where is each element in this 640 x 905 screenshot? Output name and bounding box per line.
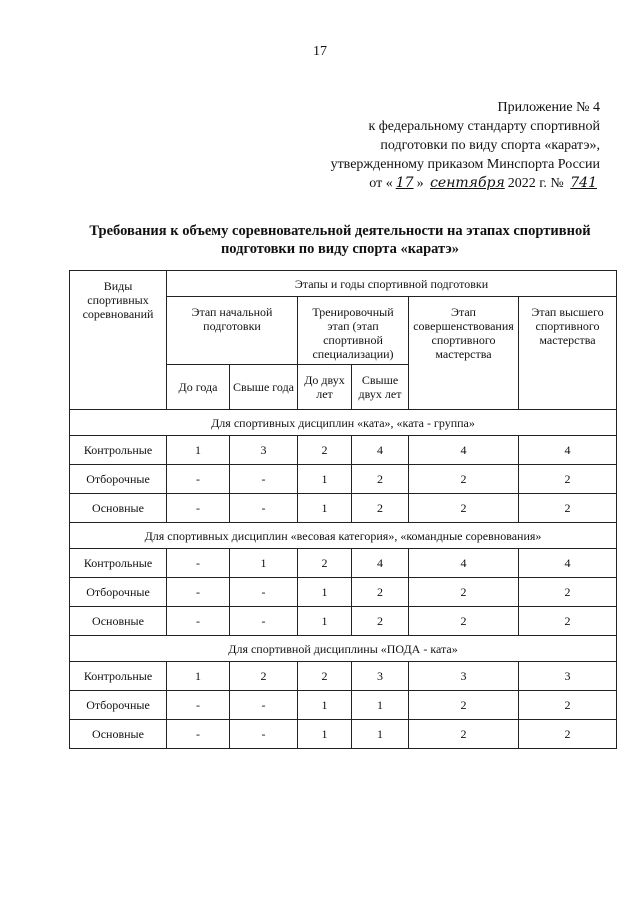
col-competition-type: Виды спортивных соревнований [70,271,167,410]
row-label: Отборочные [70,691,167,720]
sub-over-year: Свыше года [230,365,298,410]
appendix-title: Приложение № 4 [497,100,600,115]
row-label: Контрольные [70,549,167,578]
value-cell: 2 [409,494,519,523]
appendix-line: утвержденному приказом Минспорта России [330,157,600,172]
appendix-block [300,98,600,193]
value-cell: 3 [519,662,617,691]
value-cell: - [230,691,298,720]
page-number: 17 [313,44,327,59]
table-row [70,578,617,607]
value-cell: 2 [409,578,519,607]
value-cell: 2 [519,720,617,749]
table-row [70,549,617,578]
value-cell: 2 [519,465,617,494]
row-label: Контрольные [70,436,167,465]
value-cell: - [167,720,230,749]
value-cell: 1 [298,691,352,720]
value-cell: 2 [352,465,409,494]
value-cell: 2 [409,720,519,749]
table-row [70,436,617,465]
value-cell: 2 [352,607,409,636]
value-cell: - [167,578,230,607]
table-row [70,691,617,720]
value-cell: 1 [230,549,298,578]
value-cell: - [230,494,298,523]
value-cell: - [230,720,298,749]
appendix-line: подготовки по виду спорта «каратэ», [380,138,600,153]
value-cell: 1 [298,578,352,607]
table-row [70,607,617,636]
value-cell: 2 [298,549,352,578]
row-label: Основные [70,720,167,749]
value-cell: 4 [409,549,519,578]
handwritten-number: 741 [570,175,597,191]
row-label: Основные [70,607,167,636]
value-cell: - [167,607,230,636]
section-title: Для спортивных дисциплин «весовая категория», «командные соревнования» [70,523,617,549]
value-cell: 4 [519,549,617,578]
value-cell: 1 [298,720,352,749]
value-cell: 2 [352,494,409,523]
value-cell: - [230,578,298,607]
value-cell: 2 [409,465,519,494]
value-cell: 1 [352,720,409,749]
row-label: Отборочные [70,578,167,607]
value-cell: - [167,465,230,494]
table-row [70,720,617,749]
value-cell: 2 [298,662,352,691]
value-cell: 1 [298,494,352,523]
value-cell: 2 [519,578,617,607]
document-title [60,222,620,258]
sub-over-two-years: Свыше двух лет [352,365,409,410]
value-cell: 1 [298,465,352,494]
section-title: Для спортивных дисциплин «ката», «ката - группа» [70,410,617,436]
value-cell: 2 [519,494,617,523]
row-label: Контрольные [70,662,167,691]
table-row [70,494,617,523]
stage-initial: Этап начальной подготовки [167,297,298,365]
handwritten-day: 17 [395,175,414,191]
appendix-date-line [300,174,600,193]
section-title: Для спортивной дисциплины «ПОДА - ката» [70,636,617,662]
value-cell: 2 [352,578,409,607]
value-cell: 3 [409,662,519,691]
requirements-table [69,270,617,749]
stages-header: Этапы и годы спортивной подготовки [167,271,617,297]
section-row [70,410,617,436]
date-prefix: от « [369,176,393,191]
value-cell: 2 [519,607,617,636]
value-cell: 2 [298,436,352,465]
stage-training: Тренировочный этап (этап спортивной специализации) [298,297,409,365]
stage-higher: Этап высшего спортивного мастерства [519,297,617,410]
value-cell: 4 [409,436,519,465]
value-cell: 1 [352,691,409,720]
table-row [70,662,617,691]
value-cell: - [167,549,230,578]
table-row [70,465,617,494]
handwritten-month: сентября [430,175,505,191]
sub-up-to-year: До года [167,365,230,410]
value-cell: 4 [519,436,617,465]
appendix-line: к федеральному стандарту спортивной [368,119,600,134]
row-label: Основные [70,494,167,523]
title-line: Требования к объему соревновательной деятельности на этапах спортивной [89,223,591,239]
value-cell: 2 [519,691,617,720]
sub-up-to-two-years: До двух лет [298,365,352,410]
date-mid: » [416,176,424,191]
value-cell: 2 [230,662,298,691]
value-cell: 2 [409,607,519,636]
value-cell: 2 [409,691,519,720]
section-row [70,523,617,549]
value-cell: - [167,494,230,523]
value-cell: 1 [298,607,352,636]
value-cell: 4 [352,436,409,465]
date-year: 2022 г. № [507,176,564,191]
stage-improvement: Этап совершенствования спортивного мастерства [409,297,519,410]
value-cell: 3 [352,662,409,691]
value-cell: 3 [230,436,298,465]
value-cell: - [230,465,298,494]
value-cell: 1 [167,662,230,691]
value-cell: 1 [167,436,230,465]
row-label: Отборочные [70,465,167,494]
value-cell: 4 [352,549,409,578]
value-cell: - [167,691,230,720]
title-line: подготовки по виду спорта «каратэ» [220,241,460,257]
value-cell: - [230,607,298,636]
section-row [70,636,617,662]
